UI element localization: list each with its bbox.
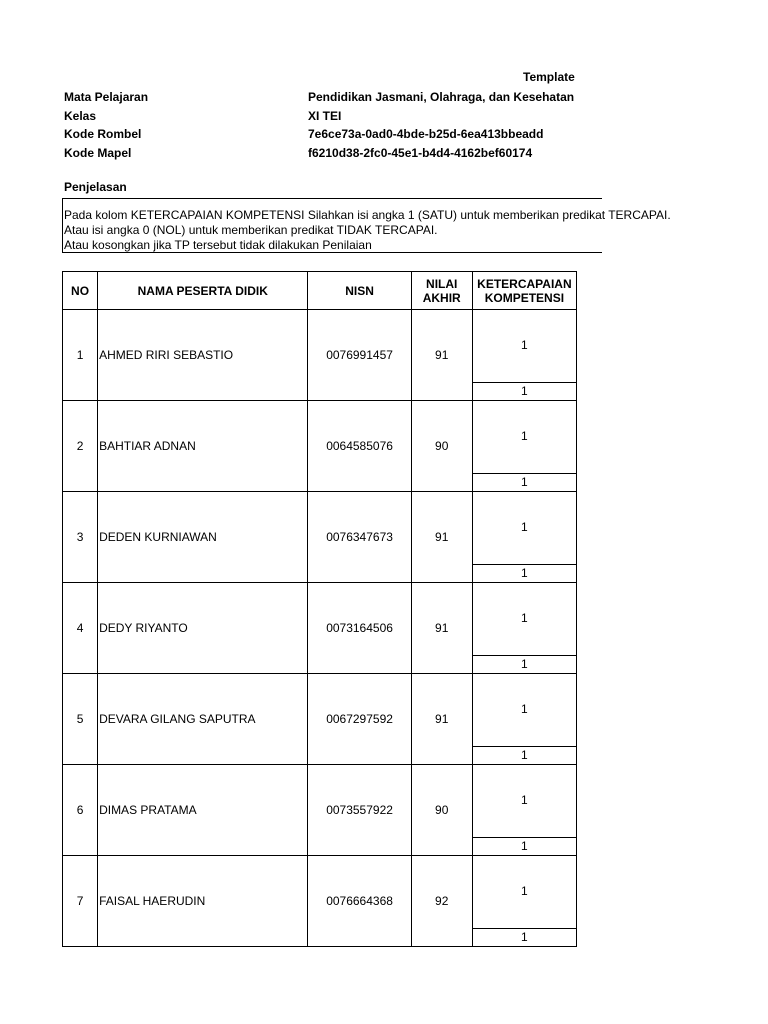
ketercapaian-input[interactable]: 1 — [473, 674, 576, 747]
header-nilai-line2: AKHIR — [422, 290, 461, 305]
cell-nilai-akhir: 91 — [411, 492, 472, 583]
cell-nisn: 0073164506 — [308, 583, 411, 674]
cell-nisn: 0067297592 — [308, 674, 411, 765]
header-nama: NAMA PESERTA DIDIK — [98, 272, 308, 310]
cell-nisn: 0076664368 — [308, 856, 411, 947]
cell-nisn: 0076991457 — [308, 310, 411, 401]
meta-value: XI TEI — [308, 108, 342, 123]
ketercapaian-sub-input[interactable]: 1 — [521, 475, 528, 489]
cell-ketercapaian — [472, 401, 576, 492]
cell-nama: DEVARA GILANG SAPUTRA — [98, 674, 308, 765]
table-row — [63, 583, 577, 674]
cell-nilai-akhir: 90 — [411, 401, 472, 492]
ketercapaian-sub-input[interactable]: 1 — [521, 748, 528, 762]
cell-no: 5 — [63, 674, 98, 765]
cell-nilai-akhir: 91 — [411, 583, 472, 674]
ketercapaian-sub-input[interactable]: 1 — [521, 839, 528, 853]
cell-ketercapaian — [472, 492, 576, 583]
cell-nilai-akhir: 90 — [411, 765, 472, 856]
header-nisn: NISN — [308, 272, 411, 310]
penjelasan-title: Penjelasan — [64, 180, 127, 194]
student-table — [62, 271, 577, 947]
header-nilai-line1: NILAI — [426, 276, 458, 291]
header-ketercapaian — [472, 272, 576, 310]
ketercapaian-input[interactable]: 1 — [473, 583, 576, 656]
cell-nilai-akhir: 91 — [411, 310, 472, 401]
table-row — [63, 674, 577, 765]
meta-key: Kode Rombel — [64, 127, 142, 141]
meta-value: f6210d38-2fc0-45e1-b4d4-4162bef60174 — [308, 145, 533, 160]
ketercapaian-sub-input[interactable]: 1 — [521, 930, 528, 944]
cell-nama: FAISAL HAERUDIN — [98, 856, 308, 947]
ketercapaian-sub-input[interactable]: 1 — [521, 566, 528, 580]
header-kc-line1: KETERCAPAIAN — [477, 276, 572, 291]
cell-no: 2 — [63, 401, 98, 492]
cell-nama: DEDEN KURNIAWAN — [98, 492, 308, 583]
cell-nama: DIMAS PRATAMA — [98, 765, 308, 856]
cell-no: 3 — [63, 492, 98, 583]
cell-no: 4 — [63, 583, 98, 674]
cell-nilai-akhir: 92 — [411, 856, 472, 947]
ketercapaian-input[interactable]: 1 — [473, 310, 576, 383]
meta-key: Kode Mapel — [64, 145, 132, 160]
cell-no: 6 — [63, 765, 98, 856]
meta-row-kode-rombel — [64, 125, 584, 144]
ketercapaian-input[interactable]: 1 — [473, 856, 576, 929]
meta-row-kode-mapel — [64, 144, 584, 163]
cell-ketercapaian — [472, 583, 576, 674]
table-row — [63, 765, 577, 856]
header-kc-line2: KOMPETENSI — [484, 290, 565, 305]
meta-row-kelas — [64, 107, 584, 126]
cell-ketercapaian — [472, 310, 576, 401]
meta-value: 7e6ce73a-0ad0-4bde-b25d-6ea413bbeadd — [308, 127, 544, 141]
table-row — [63, 856, 577, 947]
table-row — [63, 401, 577, 492]
cell-nama: BAHTIAR ADNAN — [98, 401, 308, 492]
table-header-row — [63, 272, 577, 310]
cell-nisn: 0076347673 — [308, 492, 411, 583]
meta-key: Kelas — [64, 108, 97, 123]
header-nilai-akhir — [411, 272, 472, 310]
cell-no: 7 — [63, 856, 98, 947]
ketercapaian-input[interactable]: 1 — [473, 765, 576, 838]
ketercapaian-input[interactable]: 1 — [473, 492, 576, 565]
table-row — [63, 492, 577, 583]
ketercapaian-input[interactable]: 1 — [473, 401, 576, 474]
meta-row-mata-pelajaran — [64, 88, 584, 107]
subject-info — [64, 88, 584, 162]
penjelasan-line: Atau isi angka 0 (NOL) untuk memberikan predikat TIDAK TERCAPAI. — [64, 223, 438, 237]
penjelasan-box — [62, 198, 671, 253]
cell-ketercapaian — [472, 856, 576, 947]
cell-nama: DEDY RIYANTO — [98, 583, 308, 674]
cell-no: 1 — [63, 310, 98, 401]
penjelasan-line: Pada kolom KETERCAPAIAN KOMPETENSI Silahkan isi angka 1 (SATU) untuk memberikan predikat TERCAPAI. — [64, 208, 671, 222]
cell-ketercapaian — [472, 765, 576, 856]
ketercapaian-sub-input[interactable]: 1 — [521, 657, 528, 671]
cell-ketercapaian — [472, 674, 576, 765]
meta-value: Pendidikan Jasmani, Olahraga, dan Kesehatan — [308, 90, 575, 104]
cell-nama: AHMED RIRI SEBASTIO — [98, 310, 308, 401]
template-label: Template — [523, 70, 575, 84]
penjelasan-line: Atau kosongkan jika TP tersebut tidak dilakukan Penilaian — [64, 238, 372, 252]
cell-nisn: 0064585076 — [308, 401, 411, 492]
header-no: NO — [63, 272, 98, 310]
table-row — [63, 310, 577, 401]
cell-nilai-akhir: 91 — [411, 674, 472, 765]
meta-key: Mata Pelajaran — [64, 90, 149, 104]
cell-nisn: 0073557922 — [308, 765, 411, 856]
ketercapaian-sub-input[interactable]: 1 — [521, 384, 528, 398]
